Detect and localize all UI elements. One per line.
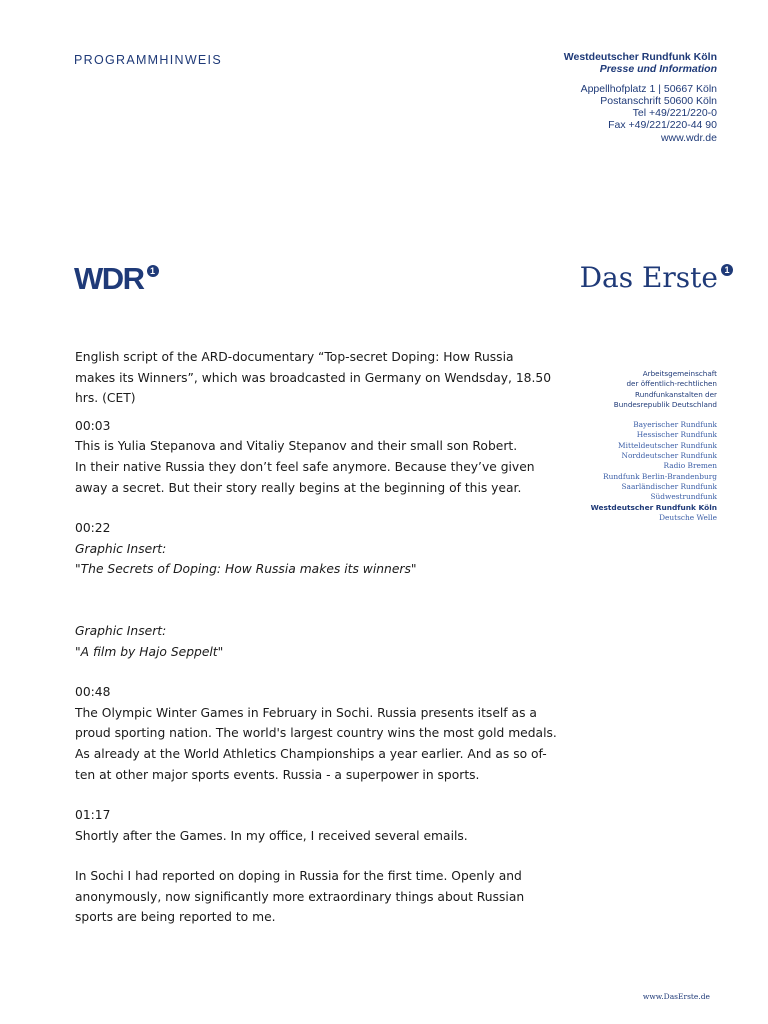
intro-line: English script of the ARD-documentary “Top-secret Doping: How Russia bbox=[75, 350, 514, 364]
ard-one-icon: 1 bbox=[147, 265, 159, 277]
association-line: der öffentlich-rechtlichen bbox=[626, 379, 717, 389]
graphic-insert-label: Graphic Insert: bbox=[75, 541, 167, 556]
association-line: Rundfunkanstalten der bbox=[635, 389, 717, 399]
das-erste-logo-text: Das Erste bbox=[579, 261, 718, 294]
graphic-insert-text: "The Secrets of Doping: How Russia makes its winners" bbox=[75, 562, 417, 577]
member-item: Rundfunk Berlin-Brandenburg bbox=[603, 471, 717, 481]
address-street: Appellhofplatz 1 | 50667 Köln bbox=[580, 82, 717, 95]
script-section bbox=[75, 805, 575, 846]
member-item: Deutsche Welle bbox=[659, 512, 717, 522]
intro-line: makes its Winners”, which was broadcasted in Germany on Wendsday, 18.50 bbox=[75, 370, 552, 385]
wdr-logo-text: WDR bbox=[74, 261, 144, 296]
association-line: Bundesrepublik Deutschland bbox=[613, 399, 717, 409]
script-line: sports are being reported to me. bbox=[75, 910, 276, 925]
script-line: The Olympic Winter Games in February in Sochi. Russia presents itself as a bbox=[75, 705, 537, 720]
member-item: Saarländischer Rundfunk bbox=[621, 481, 717, 491]
graphic-insert-label: Graphic Insert: bbox=[75, 623, 167, 638]
member-item-current: Westdeutscher Rundfunk Köln bbox=[590, 502, 717, 512]
script-line: anonymously, now significantly more extraordinary things about Russian bbox=[75, 889, 525, 904]
member-item: Radio Bremen bbox=[663, 461, 717, 471]
das-erste-logo bbox=[580, 260, 733, 296]
timecode: 00:48 bbox=[75, 685, 111, 700]
address-lines bbox=[564, 83, 717, 144]
member-item: Bayerischer Rundfunk bbox=[633, 420, 717, 430]
script-section bbox=[75, 416, 575, 498]
script-section bbox=[75, 621, 575, 662]
script-line: ten at other major sports events. Russia - a superpower in sports. bbox=[75, 767, 480, 782]
timecode: 00:22 bbox=[75, 521, 111, 536]
script-line: Shortly after the Games. In my office, I received several emails. bbox=[75, 828, 468, 843]
wdr-logo bbox=[74, 262, 159, 296]
script-section bbox=[75, 866, 575, 928]
graphic-insert-text: "A film by Hajo Seppelt" bbox=[75, 644, 224, 659]
member-item: Mitteldeutscher Rundfunk bbox=[618, 440, 717, 450]
script-section bbox=[75, 682, 575, 785]
intro-line: hrs. (CET) bbox=[75, 391, 136, 406]
address-website[interactable]: www.wdr.de bbox=[660, 131, 717, 144]
script-line: This is Yulia Stepanova and Vitaliy Stepanov and their small son Robert. bbox=[75, 439, 518, 454]
script-body bbox=[75, 347, 575, 928]
sender-address-block bbox=[564, 51, 717, 144]
script-line: In Sochi I had reported on doping in Russia for the first time. Openly and bbox=[75, 869, 522, 884]
timecode: 00:03 bbox=[75, 418, 111, 433]
script-line: proud sporting nation. The world's largest country wins the most gold medals. bbox=[75, 726, 557, 741]
address-fax: Fax +49/221/220-44 90 bbox=[608, 119, 717, 132]
script-line: In their native Russia they don’t feel safe anymore. Because they’ve given bbox=[75, 459, 535, 474]
intro-paragraph bbox=[75, 347, 575, 409]
address-postbox: Postanschrift 50600 Köln bbox=[600, 94, 717, 107]
footer-website-link[interactable]: www.DasErste.de bbox=[642, 992, 710, 1001]
script-section bbox=[75, 518, 575, 580]
member-item: Norddeutscher Rundfunk bbox=[621, 451, 717, 461]
sender-department: Presse und Information bbox=[599, 63, 717, 76]
association-line: Arbeitsgemeinschaft bbox=[642, 369, 717, 378]
script-line: As already at the World Athletics Championships a year earlier. And as so of- bbox=[75, 746, 547, 761]
script-line: away a secret. But their story really begins at the beginning of this year. bbox=[75, 480, 522, 495]
address-phone: Tel +49/221/220-0 bbox=[632, 107, 717, 120]
member-item: Südwestrundfunk bbox=[650, 492, 717, 502]
timecode: 01:17 bbox=[75, 808, 111, 823]
ard-one-icon: 1 bbox=[721, 264, 733, 276]
member-item: Hessischer Rundfunk bbox=[636, 430, 717, 440]
sender-organization: Westdeutscher Rundfunk Köln bbox=[563, 51, 717, 63]
document-type-label: PROGRAMMHINWEIS bbox=[74, 53, 222, 67]
